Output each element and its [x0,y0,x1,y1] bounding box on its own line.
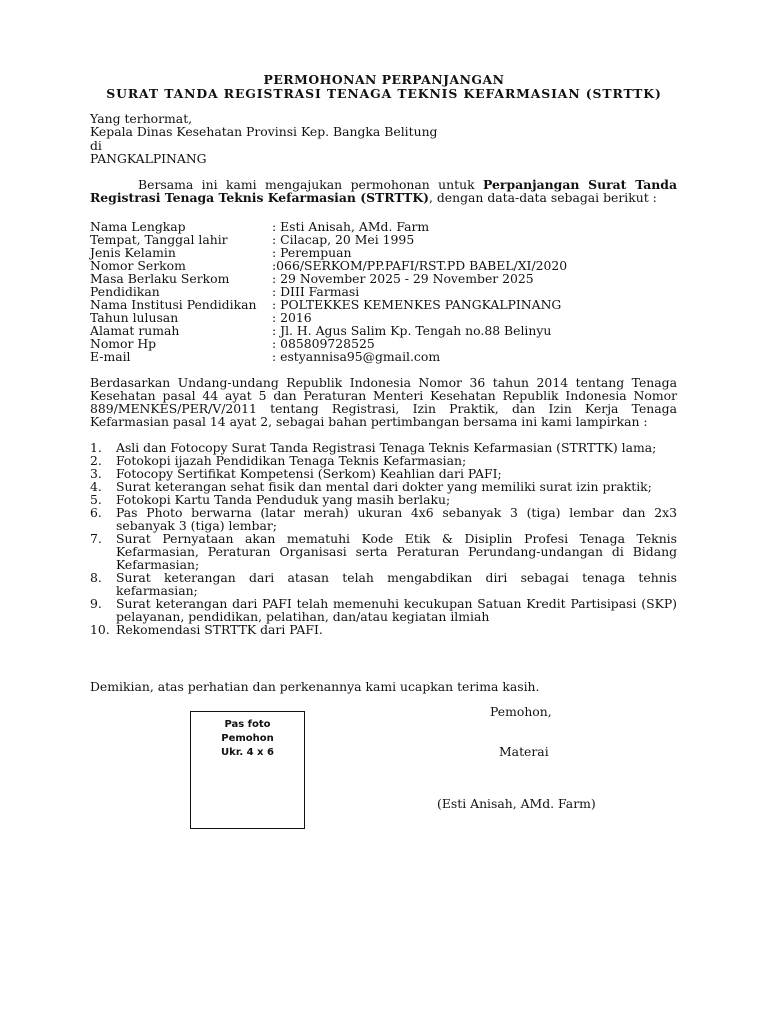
list-item-number: 7. [90,531,102,546]
applicant-data-table [90,220,567,363]
photo-label-line2: Pemohon [221,733,274,744]
list-item-text: Pas Photo berwarna (latar merah) ukuran 4x6 sebanyak 3 (tiga) lembar dan 2x3 sebanyak 3 (tiga) lembar; [116,505,677,533]
list-item-text: Surat keterangan sehat fisik dan mental dari dokter yang memiliki surat izin praktik; [116,479,652,494]
photo-placeholder-box [190,711,305,829]
field-label: Alamat rumah [90,323,180,338]
list-item-number: 8. [90,570,102,585]
photo-label-line1: Pas foto [224,719,271,730]
field-label: Nama Lengkap [90,219,186,234]
field-label: Tahun lulusan [90,310,179,325]
list-item [90,597,677,623]
field-value: : Perempuan [272,245,352,260]
list-item-text: Surat Pernyataan akan mematuhi Kode Etik & Disiplin Profesi Tenaga Teknis Kefarmasian, Peraturan Organisasi serta Peraturan Perundang-undangan di Bidang Kefarmasian; [116,531,677,572]
list-item-text: Rekomendasi STRTTK dari PAFI. [116,622,323,637]
address-di: di [90,137,102,153]
stamp-label: Materai [499,744,549,759]
field-label: Nomor Hp [90,336,157,351]
list-item-text: Fotokopi Kartu Tanda Penduduk yang masih berlaku; [116,492,451,507]
field-label: Masa Berlaku Serkom [90,271,230,286]
list-item-text: Fotocopy Sertifikat Kompetensi (Serkom) Keahlian dari PAFI; [116,466,502,481]
field-value: : POLTEKKES KEMENKES PANGKALPINANG [272,297,562,312]
intro-paragraph [90,178,677,204]
recipient-city: PANGKALPINANG [90,151,207,167]
signature-role: Pemohon, [490,704,552,719]
intro-bold-text: Perpanjangan Surat Tanda Registrasi Tenaga Teknis Kefarmasian (STRTTK) [90,177,677,205]
field-row-email [90,350,567,363]
field-value: : estyannisa95@gmail.com [272,349,441,364]
list-item-text: Surat keterangan dari atasan telah mengabdikan diri sebagai tenaga tehnis kefarmasian; [116,570,677,598]
list-item-number: 1. [90,440,102,455]
field-value: : Esti Anisah, AMd. Farm [272,219,430,234]
photo-label-line3: Ukr. 4 x 6 [221,747,274,758]
salutation: Yang terhormat, [90,111,193,126]
list-item-text: Surat keterangan dari PAFI telah memenuhi kecukupan Satuan Kredit Partisipasi (SKP) pelayanan, pendidikan, pelatihan, dan/atau kegiatan ilmiah [116,596,677,624]
field-label: E-mail [90,349,131,364]
field-value: : DIII Farmasi [272,284,360,299]
list-item [90,571,677,597]
list-item [90,532,677,571]
field-value: : 29 November 2025 - 29 November 2025 [272,271,534,286]
signatory-name: (Esti Anisah, AMd. Farm) [437,796,596,811]
document-title-line2: SURAT TANDA REGISTRASI TENAGA TEKNIS KEFARMASIAN (STRTTK) [106,86,662,101]
field-label: Nomor Serkom [90,258,186,273]
field-value: : 2016 [272,310,312,325]
list-item-number: 9. [90,596,102,611]
document-title-line1: PERMOHONAN PERPANJANGAN [263,72,505,87]
field-label: Tempat, Tanggal lahir [90,232,228,247]
field-value: :066/SERKOM/PP.PAFI/RST.PD BABEL/XI/2020 [272,258,568,273]
list-item [90,506,677,532]
field-label: Nama Institusi Pendidikan [90,297,257,312]
field-value: : 085809728525 [272,336,375,351]
list-item-number: 4. [90,479,102,494]
list-item-number: 2. [90,453,102,468]
attachments-list [90,441,677,636]
field-value: : Cilacap, 20 Mei 1995 [272,232,415,247]
address-block [90,112,438,166]
intro-text-2: , dengan data-data sebagai berikut : [428,190,657,205]
recipient: Kepala Dinas Kesehatan Provinsi Kep. Bangka Belitung [90,124,438,140]
field-label: Jenis Kelamin [90,245,176,260]
legal-basis-paragraph: Berdasarkan Undang-undang Republik Indonesia Nomor 36 tahun 2014 tentang Tenaga Kesehatan pasal 44 ayat 5 dan Peraturan Menteri Kesehatan Republik Indonesia Nomor 889/MENKES/PER/V/2011 tentang Registrasi, Izin Praktik, dan Izin Kerja Tenaga Kefarmasian pasal 14 ayat 2, sebagai bahan pertimbangan bersama ini kami lampirkan : [90,375,677,429]
list-item-text: Asli dan Fotocopy Surat Tanda Registrasi Tenaga Teknis Kefarmasian (STRTTK) lama; [116,440,657,455]
list-item-number: 3. [90,466,102,481]
list-item-text: Fotokopi ijazah Pendidikan Tenaga Teknis Kefarmasian; [116,453,467,468]
closing-statement: Demikian, atas perhatian dan perkenannya kami ucapkan terima kasih. [90,679,540,694]
list-item-number: 10. [90,622,110,637]
list-item-number: 6. [90,505,102,520]
field-label: Pendidikan [90,284,160,299]
field-value: : Jl. H. Agus Salim Kp. Tengah no.88 Belinyu [272,323,552,338]
list-item-number: 5. [90,492,102,507]
list-item [90,623,677,636]
intro-text-1: Bersama ini kami mengajukan permohonan untuk [138,177,484,192]
